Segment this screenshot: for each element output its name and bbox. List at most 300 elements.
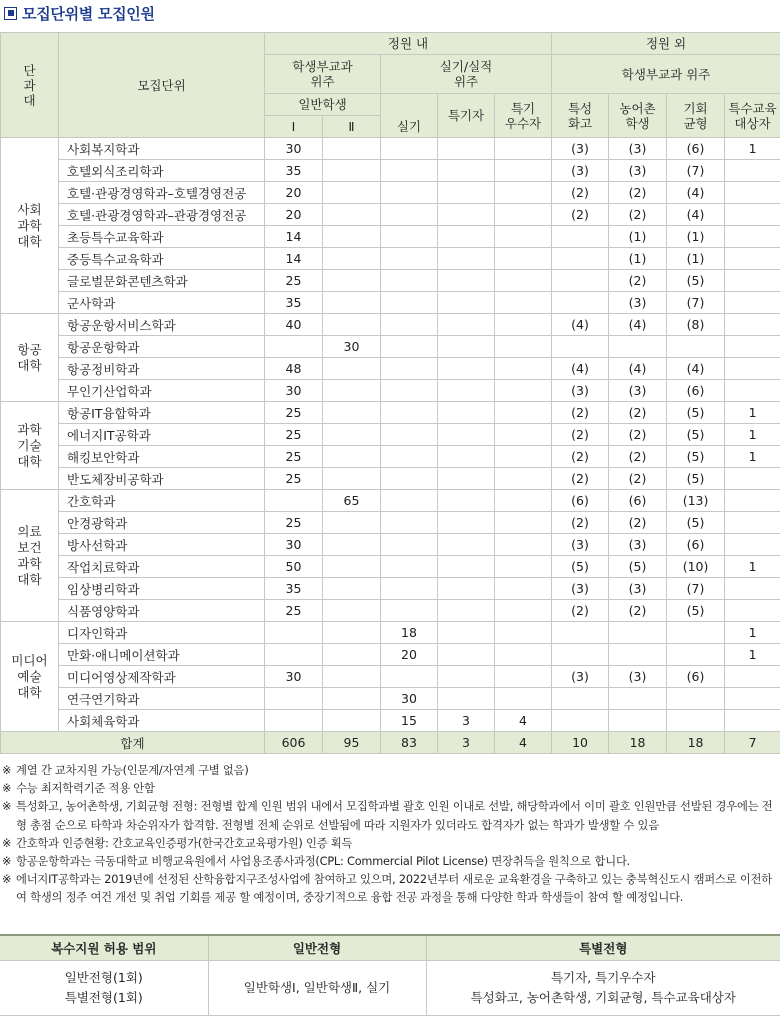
quota-cell <box>552 248 609 270</box>
quota-cell: 48 <box>265 358 323 380</box>
quota-cell: 40 <box>265 314 323 336</box>
quota-cell <box>438 226 495 248</box>
dept-name: 만화·애니메이션학과 <box>59 644 265 666</box>
quota-cell: (2) <box>609 182 667 204</box>
note-text: 계열 간 교차지원 가능(인문계/자연계 구별 없음) <box>16 764 249 777</box>
quota-cell <box>323 314 381 336</box>
quota-cell: (2) <box>609 600 667 622</box>
quota-cell <box>381 138 438 160</box>
college-name: 사회 과학 대학 <box>1 138 59 314</box>
total-cell: 18 <box>609 732 667 754</box>
quota-cell <box>667 710 725 732</box>
total-cell: 3 <box>438 732 495 754</box>
quota-cell <box>725 578 780 600</box>
quota-cell <box>495 424 552 446</box>
table-row <box>1 182 780 204</box>
note-item <box>2 762 780 780</box>
dept-name: 호텔·관광경영학과–관광경영전공 <box>59 204 265 226</box>
quota-cell: 30 <box>265 138 323 160</box>
quota-cell <box>438 380 495 402</box>
quota-cell: 30 <box>265 666 323 688</box>
quota-cell <box>323 138 381 160</box>
table-row <box>1 446 780 468</box>
quota-cell <box>495 578 552 600</box>
quota-cell: (5) <box>667 270 725 292</box>
quota-cell <box>381 600 438 622</box>
quota-cell: (3) <box>552 380 609 402</box>
quota-cell: 65 <box>323 490 381 512</box>
quota-cell <box>725 336 780 358</box>
quota-cell <box>438 490 495 512</box>
header-special-excellent: 특기 우수자 <box>495 94 552 138</box>
quota-cell <box>323 292 381 314</box>
quota-cell <box>725 490 780 512</box>
quota-cell: 1 <box>725 446 780 468</box>
table-row <box>1 534 780 556</box>
table-row <box>1 160 780 182</box>
note-mark: ※ <box>2 855 12 869</box>
quota-cell: (3) <box>552 578 609 600</box>
header-college: 단 과 대 <box>1 33 59 138</box>
quota-cell: 1 <box>725 644 780 666</box>
quota-cell: 1 <box>725 556 780 578</box>
table-row <box>1 688 780 710</box>
quota-cell <box>323 226 381 248</box>
quota-cell <box>381 336 438 358</box>
quota-cell <box>323 446 381 468</box>
quota-cell <box>381 534 438 556</box>
quota-cell: (2) <box>552 600 609 622</box>
quota-cell: (4) <box>667 358 725 380</box>
dept-name: 식품영양학과 <box>59 600 265 622</box>
quota-cell <box>552 292 609 314</box>
table-row <box>1 710 780 732</box>
quota-cell <box>381 446 438 468</box>
dept-name: 호텔·관광경영학과–호텔경영전공 <box>59 182 265 204</box>
quota-cell <box>725 270 780 292</box>
dept-name: 디자인학과 <box>59 622 265 644</box>
quota-cell <box>323 666 381 688</box>
quota-cell <box>552 226 609 248</box>
quota-cell <box>552 336 609 358</box>
quota-cell: (1) <box>609 226 667 248</box>
quota-cell: (5) <box>667 402 725 424</box>
header-rural: 농어촌 학생 <box>609 94 667 138</box>
quota-cell <box>495 446 552 468</box>
quota-cell <box>438 512 495 534</box>
special-line: 특성화고, 농어촌학생, 기회균형, 특수교육대상자 <box>470 989 736 1005</box>
note-text: 특성화고, 농어촌학생, 기회균형 전형: 전형별 합계 인원 범위 내에서 모집학과별 괄호 인원 이내로 선발, 해당학과에서 이미 괄호 인원만큼 선발된 경우에는 전형 총점 순으로 타학과 차순위자가 합격함. 전형별 전체 순위로 선발됨에 따라 지원자가 있더라도 합격자가 없는 학과가 발생할 수 있음 <box>16 800 773 832</box>
scope-cell <box>0 960 208 1015</box>
quota-cell <box>381 578 438 600</box>
quota-cell: 15 <box>381 710 438 732</box>
total-cell: 83 <box>381 732 438 754</box>
quota-cell <box>438 556 495 578</box>
header-specialized-hs: 특성 화고 <box>552 94 609 138</box>
table-row <box>1 248 780 270</box>
note-text: 항공운항학과는 극동대학교 비행교육원에서 사업용조종사과정(CPL: Commercial Pilot License) 면장취득을 원칙으로 합니다. <box>16 855 631 869</box>
note-mark: ※ <box>2 764 12 777</box>
header-in-quota: 정원 내 <box>265 33 552 55</box>
quota-cell: 25 <box>265 424 323 446</box>
table-row <box>1 138 780 160</box>
college-name: 의료 보건 과학 대학 <box>1 490 59 622</box>
total-cell: 18 <box>667 732 725 754</box>
table-body <box>1 138 780 732</box>
quota-cell: 25 <box>265 468 323 490</box>
dept-name: 중등특수교육학과 <box>59 248 265 270</box>
quota-cell <box>725 358 780 380</box>
multiple-application-table <box>0 934 780 1016</box>
note-item <box>2 780 780 798</box>
quota-cell: 1 <box>725 138 780 160</box>
quota-cell <box>495 556 552 578</box>
quota-cell: (5) <box>667 600 725 622</box>
note-text: 간호학과 인증현황: 간호교육인증평가(한국간호교육평가원) 인증 획득 <box>16 836 353 850</box>
quota-cell <box>725 666 780 688</box>
quota-cell <box>495 512 552 534</box>
quota-cell <box>438 666 495 688</box>
note-mark: ※ <box>2 873 12 887</box>
dept-name: 군사학과 <box>59 292 265 314</box>
quota-cell: (2) <box>552 446 609 468</box>
quota-cell <box>438 688 495 710</box>
table-row <box>1 578 780 600</box>
quota-cell: (3) <box>552 666 609 688</box>
table-row <box>1 380 780 402</box>
quota-cell: (4) <box>667 182 725 204</box>
quota-cell: (4) <box>552 358 609 380</box>
header-special-skill: 특기자 <box>438 94 495 138</box>
quota-cell <box>438 534 495 556</box>
quota-cell <box>667 622 725 644</box>
quota-cell: 20 <box>381 644 438 666</box>
quota-cell <box>495 314 552 336</box>
quota-cell <box>438 644 495 666</box>
college-name: 항공 대학 <box>1 314 59 402</box>
quota-cell <box>323 182 381 204</box>
quota-cell: (2) <box>609 424 667 446</box>
quota-cell <box>381 270 438 292</box>
quota-cell: (5) <box>552 556 609 578</box>
quota-cell <box>438 336 495 358</box>
quota-cell <box>552 688 609 710</box>
college-name: 과학 기술 대학 <box>1 402 59 490</box>
header-g1: Ⅰ <box>265 116 323 138</box>
quota-cell <box>667 336 725 358</box>
quota-cell: (3) <box>609 666 667 688</box>
total-label: 합계 <box>1 732 265 754</box>
table-row <box>1 490 780 512</box>
quota-cell <box>495 336 552 358</box>
quota-cell <box>438 468 495 490</box>
quota-cell: (3) <box>609 292 667 314</box>
quota-cell <box>381 182 438 204</box>
note-item <box>2 798 780 834</box>
table-row <box>1 336 780 358</box>
quota-cell <box>725 380 780 402</box>
scope-line: 특별전형(1회) <box>64 989 143 1005</box>
recruitment-table <box>0 32 780 754</box>
header-dept: 모집단위 <box>59 33 265 138</box>
table-row <box>1 622 780 644</box>
quota-cell: 3 <box>438 710 495 732</box>
quota-cell: 25 <box>265 270 323 292</box>
quota-cell <box>381 490 438 512</box>
quota-cell: (7) <box>667 292 725 314</box>
quota-cell: (1) <box>609 248 667 270</box>
quota-cell <box>552 644 609 666</box>
scope-line: 일반전형(1회) <box>64 969 143 985</box>
quota-cell: (2) <box>552 424 609 446</box>
quota-cell <box>609 644 667 666</box>
total-cell: 7 <box>725 732 780 754</box>
quota-cell <box>725 688 780 710</box>
total-cell: 606 <box>265 732 323 754</box>
quota-cell <box>725 160 780 182</box>
quota-cell: 30 <box>265 534 323 556</box>
quota-cell: (1) <box>667 226 725 248</box>
quota-cell: 1 <box>725 402 780 424</box>
quota-cell: 25 <box>265 402 323 424</box>
quota-cell <box>667 644 725 666</box>
quota-cell: (3) <box>609 380 667 402</box>
quota-cell <box>323 534 381 556</box>
quota-cell <box>381 380 438 402</box>
quota-cell <box>381 512 438 534</box>
dept-name: 해킹보안학과 <box>59 446 265 468</box>
quota-cell <box>438 446 495 468</box>
dept-name: 간호학과 <box>59 490 265 512</box>
quota-cell <box>495 534 552 556</box>
quota-cell <box>725 512 780 534</box>
quota-cell: (3) <box>552 138 609 160</box>
quota-cell <box>495 622 552 644</box>
quota-cell <box>438 402 495 424</box>
quota-cell: (6) <box>609 490 667 512</box>
quota-cell <box>381 204 438 226</box>
note-item <box>2 853 780 871</box>
quota-cell <box>495 204 552 226</box>
header-general-admission: 일반전형 <box>208 935 426 961</box>
quota-cell <box>438 292 495 314</box>
quota-cell <box>381 248 438 270</box>
special-cell <box>426 960 780 1015</box>
quota-cell: (2) <box>609 512 667 534</box>
quota-cell <box>495 358 552 380</box>
quota-cell: 14 <box>265 248 323 270</box>
quota-cell <box>323 688 381 710</box>
quota-cell <box>609 622 667 644</box>
quota-cell <box>323 512 381 534</box>
quota-cell <box>265 622 323 644</box>
quota-cell: (7) <box>667 578 725 600</box>
quota-cell: 20 <box>265 204 323 226</box>
dept-name: 방사선학과 <box>59 534 265 556</box>
dept-name: 작업치료학과 <box>59 556 265 578</box>
quota-cell <box>438 182 495 204</box>
table-row <box>1 600 780 622</box>
quota-cell <box>495 270 552 292</box>
header-student-record: 학생부교과 위주 <box>265 55 381 94</box>
quota-cell: 35 <box>265 160 323 182</box>
table-row <box>1 314 780 336</box>
quota-cell <box>265 490 323 512</box>
table-row <box>1 666 780 688</box>
dept-name: 무인기산업학과 <box>59 380 265 402</box>
quota-cell <box>725 292 780 314</box>
quota-cell <box>381 468 438 490</box>
quota-cell: 1 <box>725 424 780 446</box>
quota-cell: (3) <box>609 534 667 556</box>
quota-cell: (6) <box>552 490 609 512</box>
quota-cell: (7) <box>667 160 725 182</box>
table-row <box>1 512 780 534</box>
header-practical-sub: 실기 <box>381 94 438 138</box>
quota-cell <box>495 182 552 204</box>
quota-cell <box>381 556 438 578</box>
dept-name: 항공IT융합학과 <box>59 402 265 424</box>
quota-cell: (6) <box>667 138 725 160</box>
quota-cell: (2) <box>609 270 667 292</box>
note-item <box>2 871 780 907</box>
quota-cell: (2) <box>552 402 609 424</box>
quota-cell: (5) <box>667 446 725 468</box>
quota-cell <box>381 358 438 380</box>
quota-cell <box>495 402 552 424</box>
quota-cell: (3) <box>609 138 667 160</box>
quota-cell <box>381 292 438 314</box>
quota-cell: (2) <box>552 512 609 534</box>
quota-cell <box>438 424 495 446</box>
quota-cell: (2) <box>609 446 667 468</box>
header-special-ed: 특수교육 대상자 <box>725 94 780 138</box>
quota-cell: (3) <box>552 534 609 556</box>
note-mark: ※ <box>2 836 12 850</box>
quota-cell: (1) <box>667 248 725 270</box>
quota-cell <box>495 226 552 248</box>
notes <box>0 762 780 908</box>
quota-cell <box>438 138 495 160</box>
dept-name: 글로벌문화콘텐츠학과 <box>59 270 265 292</box>
page-title-bar <box>0 0 780 26</box>
quota-cell: (13) <box>667 490 725 512</box>
quota-cell <box>609 336 667 358</box>
quota-cell: (6) <box>667 380 725 402</box>
dept-name: 반도체장비공학과 <box>59 468 265 490</box>
total-cell: 10 <box>552 732 609 754</box>
quota-cell: 35 <box>265 292 323 314</box>
table-row <box>1 556 780 578</box>
quota-cell: (3) <box>609 578 667 600</box>
quota-cell <box>438 314 495 336</box>
quota-cell: 18 <box>381 622 438 644</box>
quota-cell <box>725 600 780 622</box>
table-row <box>1 292 780 314</box>
table-row <box>1 226 780 248</box>
table-row <box>1 204 780 226</box>
quota-cell: (4) <box>552 314 609 336</box>
quota-cell: 20 <box>265 182 323 204</box>
quota-cell: (2) <box>609 402 667 424</box>
quota-cell <box>725 314 780 336</box>
college-name: 미디어 예술 대학 <box>1 622 59 732</box>
quota-cell: (4) <box>609 358 667 380</box>
quota-cell: (8) <box>667 314 725 336</box>
quota-cell <box>495 380 552 402</box>
quota-cell <box>381 424 438 446</box>
total-row <box>1 732 780 754</box>
header-special-admission: 특별전형 <box>426 935 780 961</box>
total-cell: 95 <box>323 732 381 754</box>
note-text: 에너지IT공학과는 2019년에 선정된 산학융합지구조성사업에 참여하고 있으며, 2022년부터 새로운 교육환경을 구축하고 있는 충북혁신도시 캠퍼스로 이전하여 학생의 정주 여건 개선 및 취업 기회를 제공 할 예정이며, 중장기적으로 융합 전공 과정을 통해 다양한 학과 학생들이 참여 할 예정입니다. <box>16 873 772 905</box>
dept-name: 연극연기학과 <box>59 688 265 710</box>
quota-cell <box>438 160 495 182</box>
dept-name: 임상병리학과 <box>59 578 265 600</box>
quota-cell <box>495 490 552 512</box>
quota-cell: (2) <box>552 204 609 226</box>
square-bullet-icon <box>4 7 17 20</box>
dept-name: 항공운항서비스학과 <box>59 314 265 336</box>
quota-cell <box>381 226 438 248</box>
quota-cell: (4) <box>667 204 725 226</box>
header-general: 일반학생 <box>265 94 381 116</box>
table-row <box>1 468 780 490</box>
quota-cell <box>609 710 667 732</box>
quota-cell <box>438 204 495 226</box>
quota-cell <box>495 666 552 688</box>
general-cell: 일반학생Ⅰ, 일반학생Ⅱ, 실기 <box>208 960 426 1015</box>
quota-cell <box>725 182 780 204</box>
dept-name: 안경광학과 <box>59 512 265 534</box>
quota-cell <box>265 336 323 358</box>
quota-cell <box>725 710 780 732</box>
quota-cell <box>495 644 552 666</box>
quota-cell <box>438 600 495 622</box>
quota-cell <box>381 160 438 182</box>
quota-cell <box>323 380 381 402</box>
header-student-record-out: 학생부교과 위주 <box>552 55 780 94</box>
quota-cell <box>725 204 780 226</box>
quota-cell <box>725 468 780 490</box>
quota-cell <box>323 160 381 182</box>
quota-cell: (3) <box>609 160 667 182</box>
quota-cell <box>381 314 438 336</box>
dept-name: 에너지IT공학과 <box>59 424 265 446</box>
quota-cell <box>323 710 381 732</box>
note-text: 수능 최저학력기준 적용 안함 <box>16 782 155 796</box>
table-row <box>1 402 780 424</box>
quota-cell <box>438 270 495 292</box>
quota-cell <box>381 666 438 688</box>
quota-cell <box>495 600 552 622</box>
quota-cell: (2) <box>609 204 667 226</box>
quota-cell <box>609 688 667 710</box>
quota-cell <box>725 534 780 556</box>
total-cell: 4 <box>495 732 552 754</box>
quota-cell <box>323 644 381 666</box>
header-equal: 기회 균형 <box>667 94 725 138</box>
quota-cell <box>438 578 495 600</box>
quota-cell <box>725 248 780 270</box>
quota-cell: 30 <box>381 688 438 710</box>
quota-cell <box>495 138 552 160</box>
quota-cell <box>667 688 725 710</box>
quota-cell <box>323 578 381 600</box>
note-mark: ※ <box>2 782 12 796</box>
quota-cell: (6) <box>667 666 725 688</box>
header-g2: Ⅱ <box>323 116 381 138</box>
